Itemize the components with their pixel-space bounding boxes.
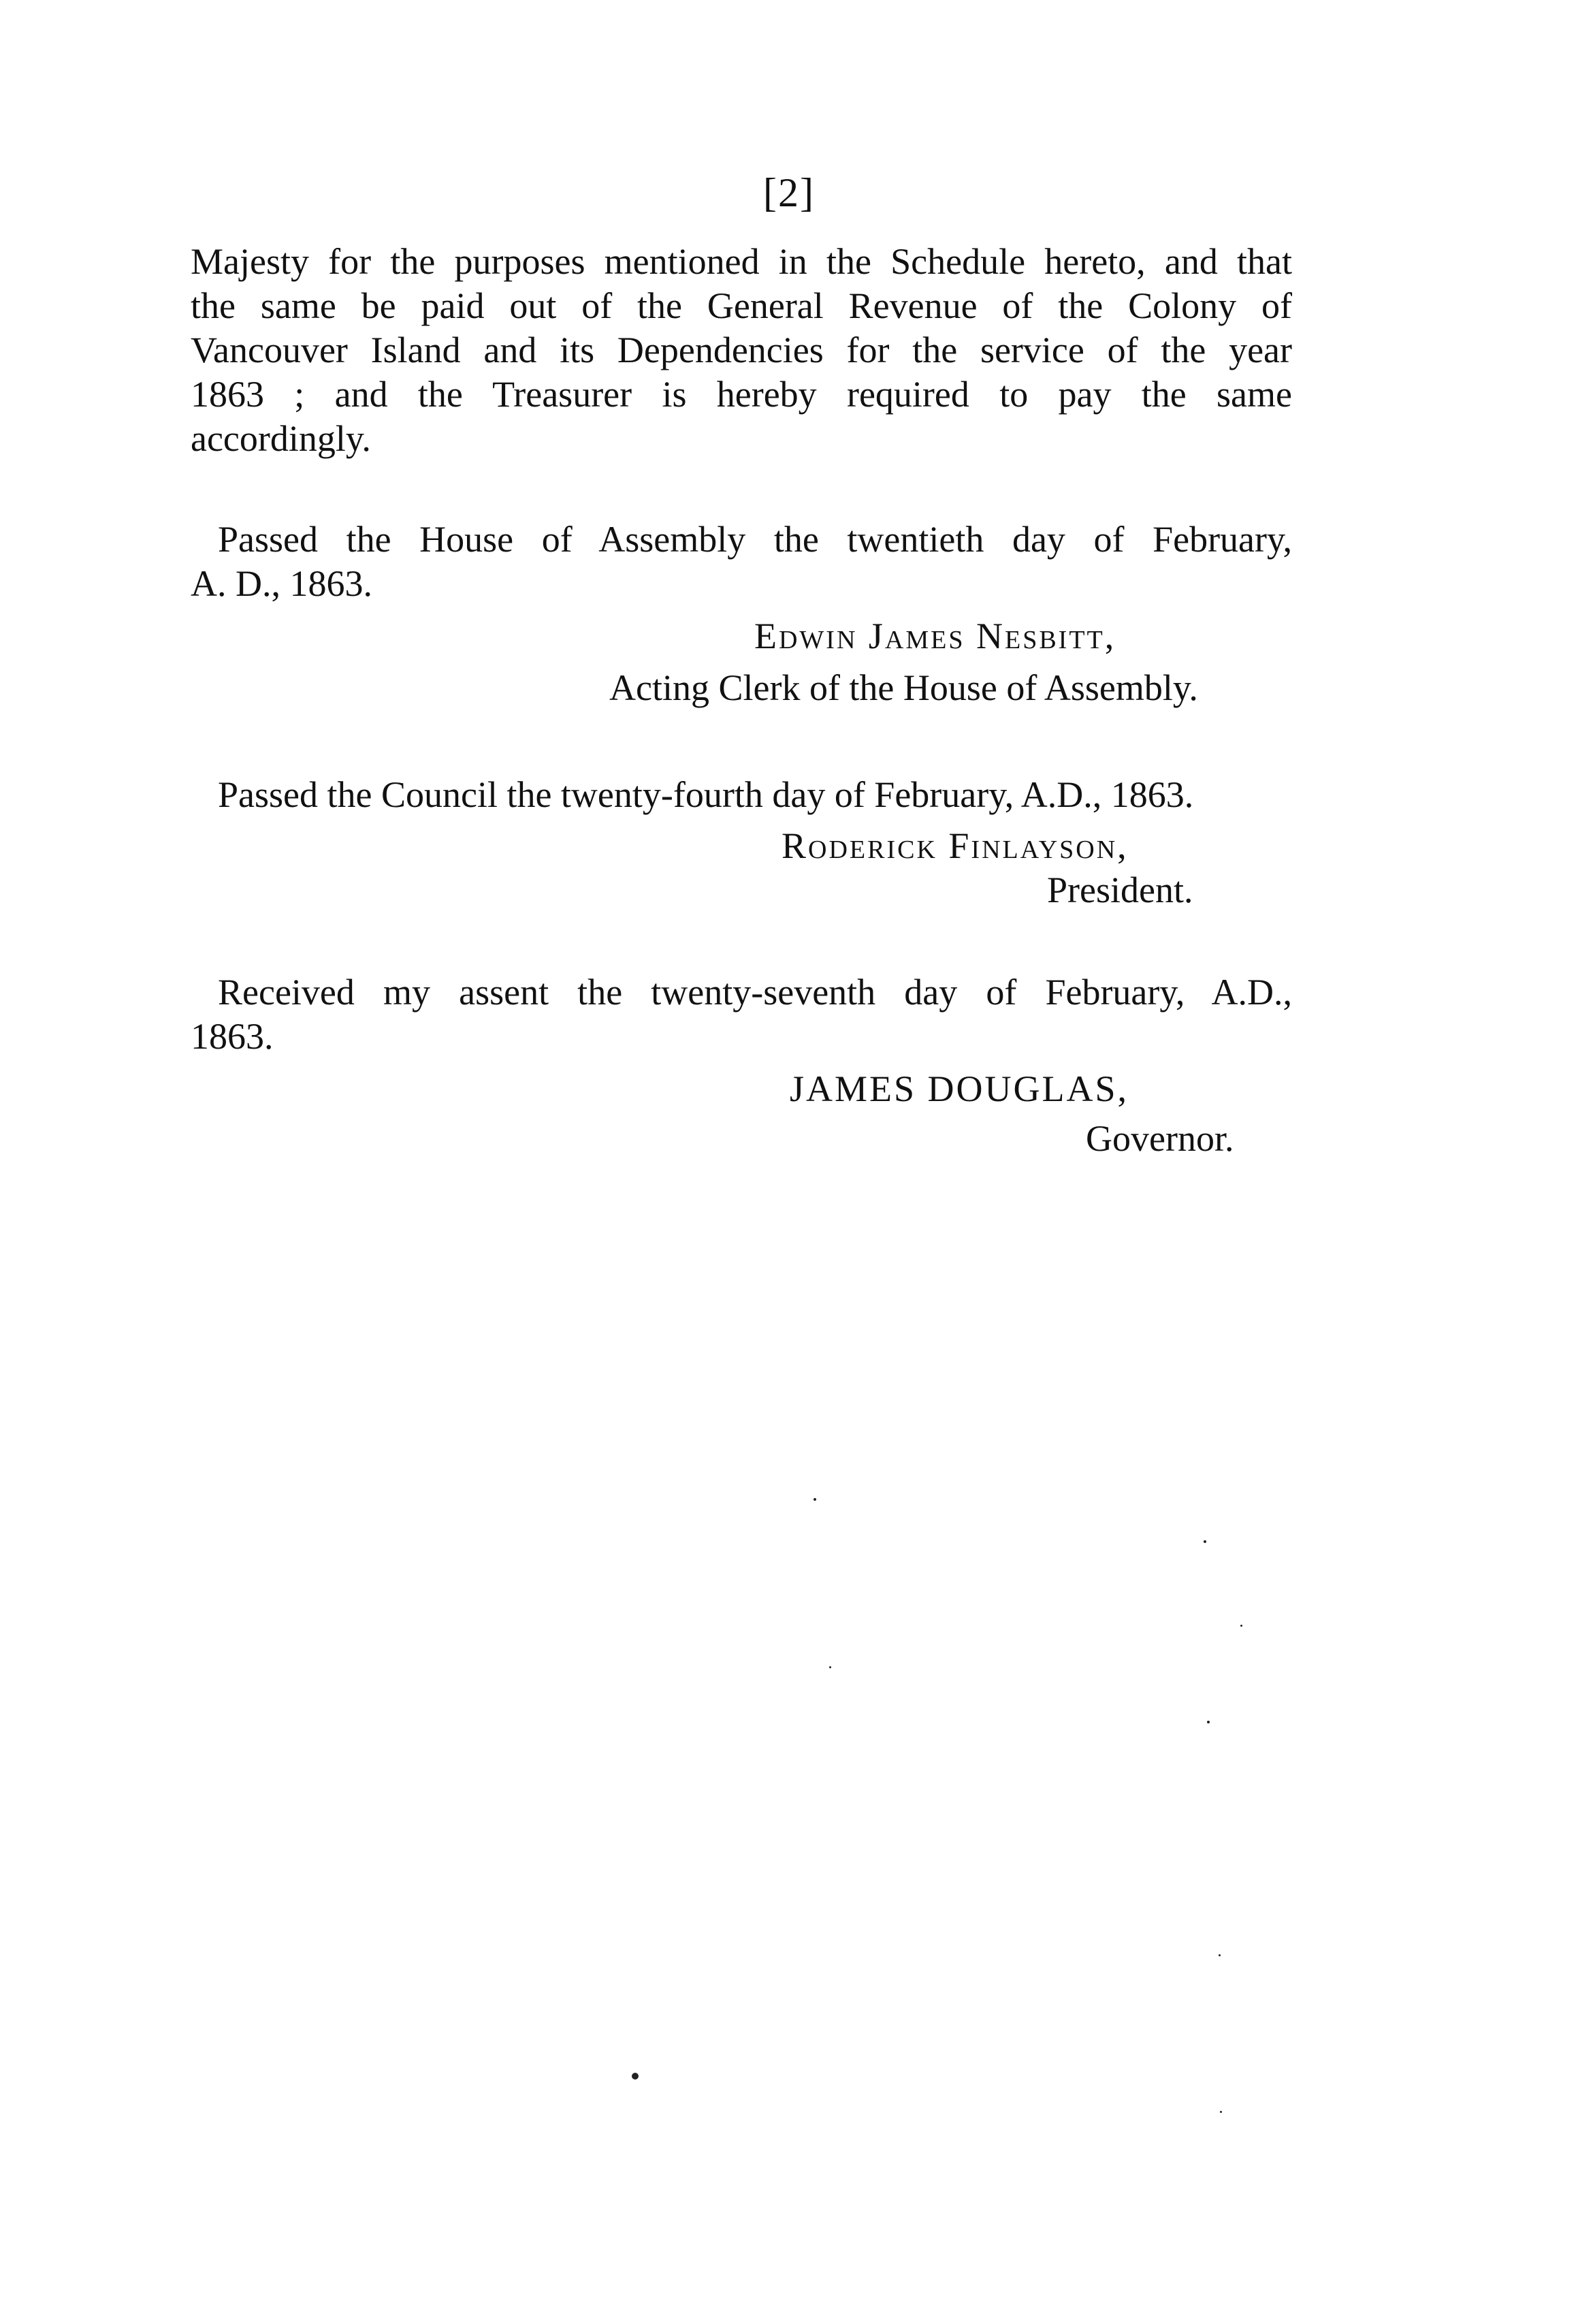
scan-speck: [1207, 1721, 1210, 1723]
scan-speck: [632, 2073, 639, 2080]
main-paragraph-line: Majesty for the purposes mentioned in the Schedule hereto, and that: [191, 241, 1292, 282]
assembly-signatory-name: Edwin James Nesbitt,: [754, 616, 1116, 656]
main-paragraph-line: the same be paid out of the General Revenue of the Colony of: [191, 285, 1292, 326]
main-paragraph-line: accordingly.: [191, 418, 371, 459]
assembly-paragraph-line: Passed the House of Assembly the twentieth day of February,: [218, 519, 1292, 560]
assent-signatory-title: Governor.: [1086, 1118, 1234, 1159]
assent-signatory-name: JAMES DOUGLAS,: [790, 1068, 1129, 1109]
assent-paragraph-line: 1863.: [191, 1016, 274, 1057]
main-paragraph: [191, 240, 1292, 461]
assembly-paragraph-line: A. D., 1863.: [191, 563, 372, 604]
main-paragraph-line: 1863 ; and the Treasurer is hereby required to pay the same: [191, 374, 1292, 415]
scan-speck: [1204, 1540, 1206, 1543]
council-paragraph: [191, 773, 1292, 817]
council-signatory-name: Roderick Finlayson,: [782, 825, 1129, 866]
page-number: [2]: [763, 170, 815, 215]
scan-speck: [1220, 2111, 1222, 2113]
council-paragraph-line: Passed the Council the twenty-fourth day of February, A.D., 1863.: [218, 774, 1194, 815]
scan-speck: [1240, 1625, 1242, 1627]
assent-paragraph-line: Received my assent the twenty-seventh day of February, A.D.,: [218, 972, 1292, 1013]
assent-paragraph: [191, 970, 1292, 1059]
scan-speck: [1219, 1954, 1221, 1956]
scan-speck: [814, 1498, 816, 1501]
assembly-paragraph: [191, 518, 1292, 606]
main-paragraph-line: Vancouver Island and its Dependencies for the service of the year: [191, 330, 1292, 370]
assembly-signatory-title: Acting Clerk of the House of Assembly.: [609, 667, 1198, 708]
scan-speck: [829, 1666, 831, 1668]
council-signatory-title: President.: [1047, 870, 1193, 910]
